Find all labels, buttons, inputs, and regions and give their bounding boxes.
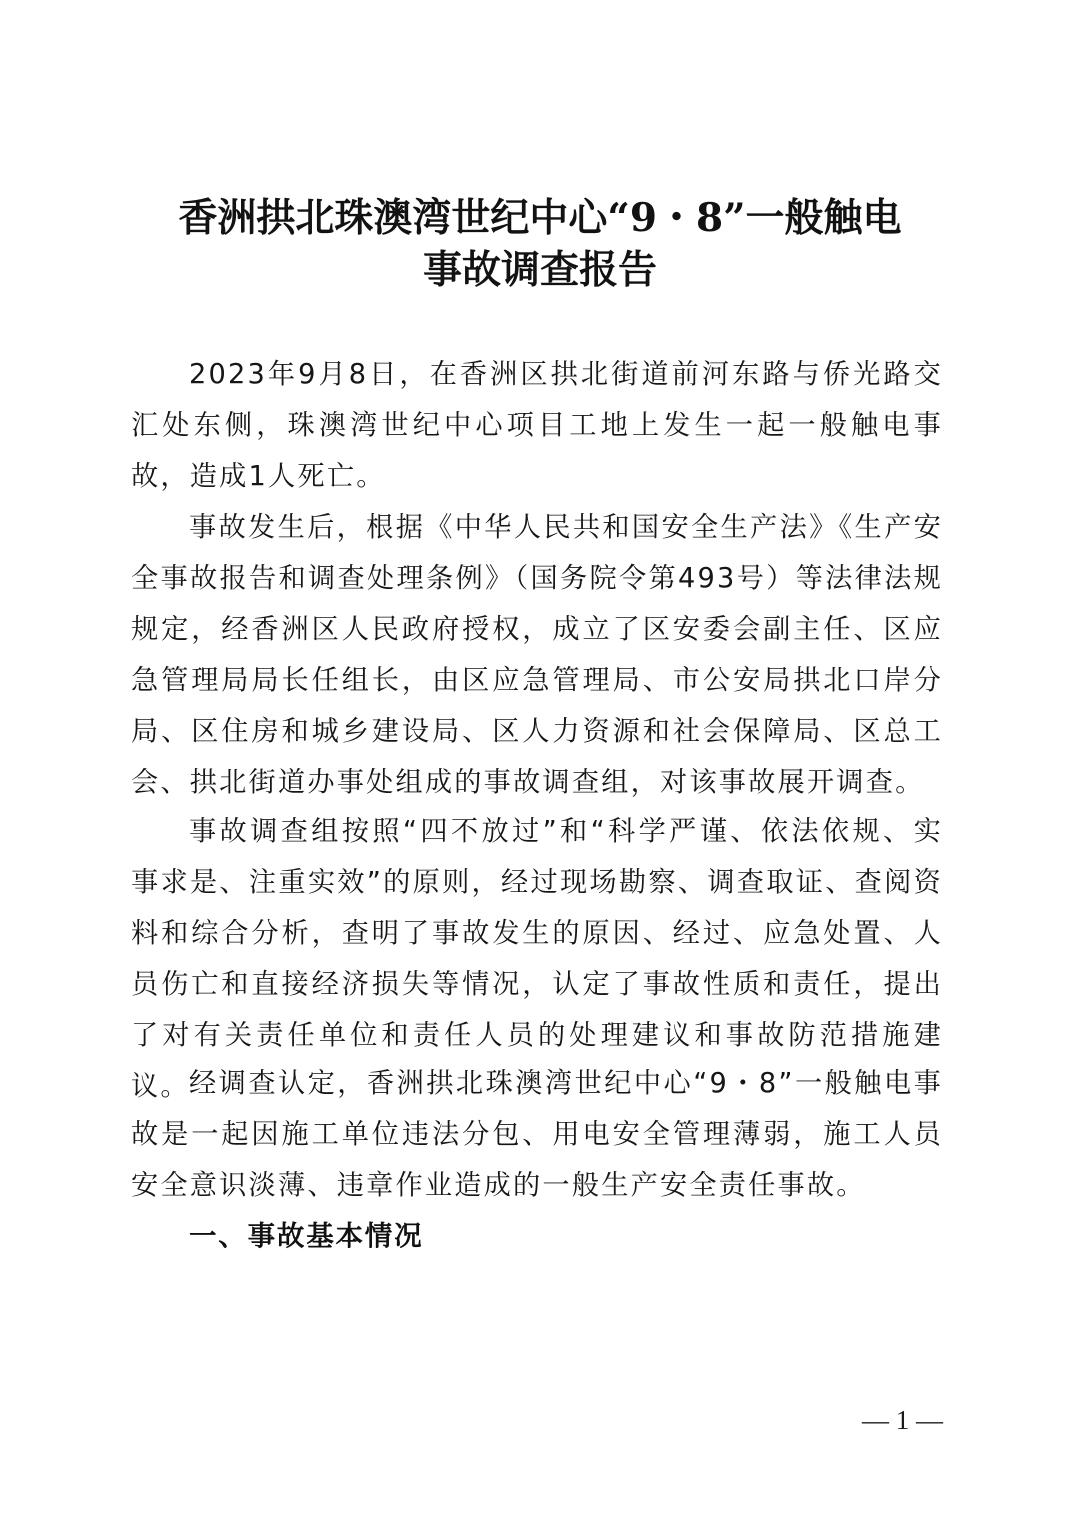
page-number: — 1 — — [862, 1405, 943, 1435]
paragraph-3: 事故调查组按照“四不放过”和“科学严谨、依法依规、实事求是、注重实效”的原则，经过现场勘察、调查取证、查阅资料和综合分析，查明了事故发生的原因、经过、应急处置、人员伤亡和直接经济损失等情况，认定了事故性质和责任，提出了对有关责任单位和责任人员的处理建议和事故防范措施建议。 — [131, 816, 943, 1102]
document-title-line-2: 事故调查报告 — [422, 247, 657, 293]
paragraph-block-1 — [131, 349, 943, 502]
paragraph-2: 事故发生后，根据《中华人民共和国安全生产法》《生产安全事故报告和调查处理条例》（国务院令第493号）等法律法规规定，经香洲区人民政府授权，成立了区安委会副主任、区应急管理局局长任组长，由区应急管理局、市公安局拱北口岸分局、区住房和城乡建设局、区人力资源和社会保障局、区总工会、拱北街道办事处组成的事故调查组，对该事故展开调查。 — [131, 512, 943, 798]
paragraph-1: 2023年9月8日，在香洲区拱北街道前河东路与侨光路交汇处东侧，珠澳湾世纪中心项目工地上发生一起一般触电事故，造成1人死亡。 — [131, 359, 943, 492]
paragraph-block-2 — [131, 502, 943, 808]
section-heading: 一、事故基本情况 — [189, 1220, 424, 1252]
document-title-line-1: 香洲拱北珠澳湾世纪中心“9・8”一般触电 — [178, 195, 902, 241]
paragraph-4: 经调查认定，香洲拱北珠澳湾世纪中心“9・8”一般触电事故是一起因施工单位违法分包、用电安全管理薄弱，施工人员安全意识淡薄、违章作业造成的一般生产安全责任事故。 — [131, 1068, 943, 1201]
paragraph-block-4 — [131, 1058, 943, 1211]
